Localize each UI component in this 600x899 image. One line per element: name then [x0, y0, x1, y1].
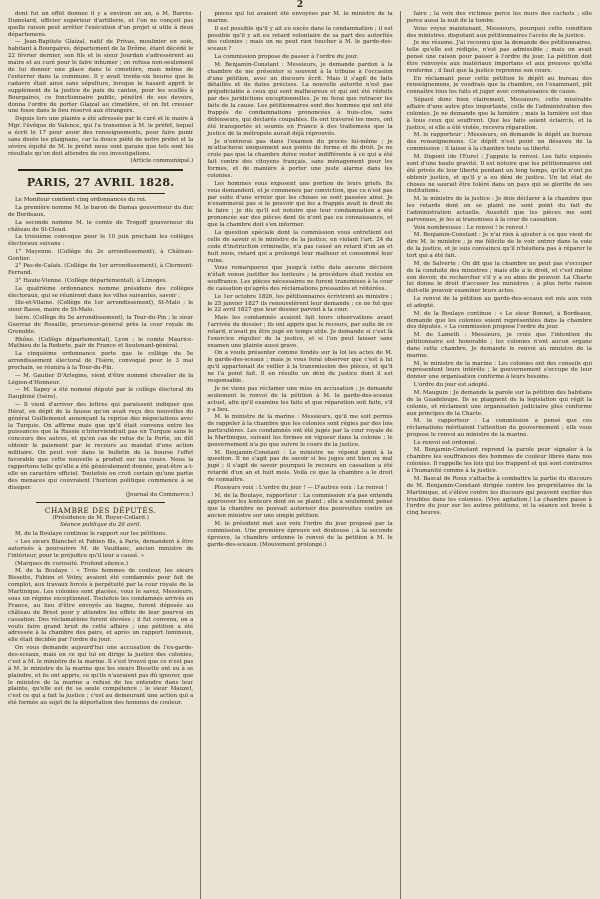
paragraph: dont fut un effet donnée il y a environ un an, à M. Barrès-Dumolard, officier supérieur d'artillerie, et l'on ne conçoit pas quelle raison peut arrêter l'exécution d'un projet si utile à deux départemens.: [8, 11, 194, 38]
attribution-communique: (Article communiqué.): [130, 158, 194, 165]
paragraph: On vous demande aujourd'hui une accusation de l'ex-garde-des-sceaux, mais en ce qui lui en dirige la justice des colonies, c'est à M. le ministre de la marine. Il s'est trouvé que ce n'est pas à M. le ministre de la marine que les sieurs Bissette ont eu à se plaindre, et ils ont appris, ce qu'ils n'auraient pas dû ignorer, que le ministre de la marine a refusé de les entendre dans leur plainte, qu'elle est de sa seule compétence ; le sieur Mauzet, c'est ce qui a fait la justice ; c'est au demeurant une action qui a été formée au sujet de la déportation des hommes de couleur.: [8, 645, 194, 707]
column-2: [200, 11, 392, 899]
paragraph: Voix nombreuses : Le renvoi ! le renvoi !: [413, 224, 528, 231]
page-number: 2: [296, 0, 304, 10]
paragraph: Les hommes vous exposent une portion de leurs griefs. Ils vous demandent, et je commence par conviction, que ce n'est pas par suite d'une erreur que les choses se sont passées ainsi. Je n'examinerai pas si le pouvoir qui les a frappés avait le droit de le faire ; je dis qu'il est notoire que leur condamnation a été prononcée sur des pièces dont ils n'ont pas eu connaissance, et que la chambre doit s'en informer.: [207, 180, 393, 229]
paris-headline: PARIS, 27 AVRIL 1828.: [26, 176, 175, 190]
paragraph: faire ; la voix des victimes perce les murs des cachots ; elle perce aussi la nuit de la tombe.: [406, 11, 592, 24]
paragraph: M. Dupont (de l'Eure) : J'appuie le renvoi. Les faits exposés sont d'une haute gravité. Il est notoire que les pétitionnaires ont été privés de leur liberté pendant un long temps, qu'ils n'ont pu obtenir justice, et qu'il y a eu déni de justice. Un tel état de choses ne saurait être toléré dans un pays qui se glorifie de ses institutions.: [406, 153, 592, 195]
paragraph: M. le ministre de la marine : Messieurs, qu'il me soit permis de rappeler à la chambre que les colonies sont régies par des lois particulières. Les condamnés ont été jugés par la cour royale de la Martinique, suivant les formes en vigueur dans la colonie ; le gouvernement n'a pu que suivre le cours de la justice.: [207, 414, 393, 448]
paragraph: Le 1er octobre 1826, les pétitionnaires écrivirent au ministre ; le 25 janvier 1827 ils renouvelèrent leur demande ; ce ne fut que le 22 avril 1827 que leur dossier parvint à la cour.: [207, 293, 393, 314]
paragraph: (Marques de curiosité. Profond silence.): [15, 560, 129, 567]
paragraph: La première nomme M. le baron de Damas gouverneur du duc de Bordeaux.: [8, 205, 194, 218]
paragraph: Vous remarquerez que jusqu'à cette date aucune décision n'était venue justifier les lenteurs ; la procédure était restée en souffrance. Les pièces nécessaires ne furent transmises à la cour de cassation qu'après des réclamations pressantes et réitérées.: [207, 265, 393, 292]
paragraph: M. Benjamin-Constant : Messieurs, je demande pardon à la chambre de me présenter si souvent à la tribune à l'occasion d'une pétition, avec un discours écrit. Mais il s'agit de faits détaillés et de dates précises. La nouvelle autorité n'est pas préjudiciable à ceux qui sont malheureux et qui ont été réduits par des juridictions exceptionnelles. Je ne ferai que retracer les faits de la cause. Les pétitionnaires sont des hommes qui ont été frappés de condamnations prononcées à huis-clos, sans défenseurs, qui déclarés coupables. Ils ont traversé les mers, ont été transportés et soumis en France à des traitemens que la justice de la métropole aurait déjà réprouvés.: [207, 61, 393, 137]
paragraph: Rhône. (Collège départemental), Lyon ; le comte Maurice-Mathieu de la Redorte, pair de France et lieutenant-général.: [8, 336, 194, 350]
chambre-heading: CHAMBRE DES DÉPUTÉS.: [44, 506, 157, 516]
chambre-seance: Séance publique du 26 avril.: [60, 522, 142, 529]
paragraph: « Les sieurs Blanchet et Fabien fils, à Paris, demandent à être autorisés à poursuivre M. de Vaublanc, ancien ministre de l'intérieur, pour le préjudice qu'il leur a causé. »: [8, 539, 194, 559]
paragraph: M. de la Boulaye : « Trois hommes de couleur, les sieurs Bissette, Fabien et Volny, avaient été condamnés pour fait de complot, aux travaux forcés à perpétuité par la cour royale de la Martinique. Les colonies sont placées, vous le savez, Messieurs, sous un régime exceptionnel. Toutefois les condamnés arrivés en France, au lieu d'être envoyés au bagne, furent déposés au château de Brest pour y attendre les effets de leur pourvoi en cassation. Des réclamations furent élevées ; il fut convenu, on a voulu faire grand bruit de cette affaire ; une pétition a été adressée à la chambre des pairs, et après un rapport lumineux, elle était décidée par l'ordre du jour.: [8, 568, 194, 644]
paragraph: — Jean-Baptiste Glaizal, natif de Privas, moulinier en soie, habitant à Bourgaires, département de la Drôme, étant décédé le 22 février dernier, son fils et le sieur Jourdan s'adressèrent au maire et au curé pour le faire inhumer ; on refusa non-seulement de lui donner une place dans le cimetière, mais même de l'enterrer dans la commune. Il y avait trente-six heures que le cadavre était ainsi sans sépulture, lorsque le hasard apprit le supplément de la justice de paix du canton, pour les scellés à Bourgaires, ce fonctionnaire public, pénétré de ses devoirs, donna l'ordre de porter Glaizal au cimetière, et on fut creuser une fosse dans le lieu réservé aux étrangers.: [8, 39, 194, 115]
paragraph: Je ne viens pas réclamer une mise en accusation ; je demande seulement le renvoi de la pétition à M. le garde-des-sceaux actuel, afin qu'il examine les faits et que réparation soit faite, s'il y a lieu.: [207, 385, 393, 413]
paragraph: — M. Sapey a été nommé député par le collège électoral du Dauphiné (Isère).: [8, 387, 194, 401]
paragraph: M. de la Boulaye continue le rapport sur les pétitions.: [15, 531, 167, 538]
paragraph: Isère. (Collège du 5e arrondissement), la Tour-du-Pin ; le sieur Guerraz de Rosaille, procureur-général près la cour royale de Grenoble.: [8, 315, 194, 335]
paragraph: Le renvoi est ordonné.: [413, 439, 478, 446]
paragraph: La seconde nomme M. le comte de Trogoff gouverneur du château de St-Cloud.: [8, 219, 194, 233]
paragraph: L'ordre du jour est adopté.: [413, 382, 490, 389]
paragraph: M. le président met aux voix l'ordre du jour proposé par la commission. Une première épreuve est douteuse ; à la seconde épreuve, la chambre ordonne le renvoi de la pétition à M. le garde-des-sceaux. (Mouvement prolongé.): [207, 521, 393, 548]
paragraph: M. de la Boulaye, rapporteur : La commission n'a pas entendu approuver les lenteurs dont on se plaint ; elle a seulement pensé que la chambre ne pouvait autoriser des poursuites contre un ancien ministre sur une simple pétition.: [207, 492, 393, 520]
paragraph: M. le ministre de la marine : Les colonies ont des conseils qui représentent leurs intérêts ; le gouvernement s'occupe de leur donner une organisation conforme à leurs besoins.: [406, 360, 592, 381]
paragraph: Plusieurs voix : L'ordre du jour ! — D'autres voix : Le renvoi !: [214, 484, 388, 491]
paragraph: M. Benjamin-Constant : Je n'ai rien à ajouter à ce que vient de dire M. le ministre ; je me félicite de le voir entrer dans la voie de la justice, et je suis convaincu qu'il n'hésitera pas à réparer le tort qui a été fait.: [406, 232, 592, 259]
attribution-journal: (Journal du Commerce.): [125, 492, 194, 499]
columns: [8, 11, 592, 899]
paragraph: Je n'entrerai pas dans l'examen du procès lui-même ; je m'attacherai uniquement aux points de forme et de droit. Je ne crois pas que la chambre doive rester indifférente à ce qui a été fait contre des citoyens français, sans ménagement pour les formes, et de manière à porter une juste alarme dans les colonies.: [207, 138, 393, 180]
paragraph: Ille-et-Vilaine. (Collège du 1er arrondissement), St-Malo ; le sieur Basse, maire de St-Malo.: [8, 300, 194, 314]
paragraph: 1° Mayenne. (Collège du 2e arrondissement), à Château-Gontier.: [8, 248, 194, 262]
paragraph: M. de Lameth : Messieurs, je crois que l'intention du pétitionnaire est honorable ; les colonies n'ont aucun organe dans cette chambre. Je demande le renvoi au ministre de la marine.: [406, 332, 592, 359]
paragraph: La quatrième ordonnance nomme présidens des collèges électoraux, qui se réuniront dans les villes suivantes, savoir :: [8, 285, 194, 299]
divider: [18, 169, 183, 171]
paragraph: Vous voyez maintenant, Messieurs, pourquoi cette condition des ministres, disputant aux pétitionnaires l'accès de la justice.: [406, 25, 592, 39]
paragraph: M. Benjamin-Constant : Le ministre ne répond point à la question. Il ne s'agit pas de savoir si les juges ont bien ou mal jugé ; il s'agit de savoir pourquoi le recours en cassation a été retardé d'un an et huit mois. Voilà ce que la chambre a le droit de connaître.: [207, 449, 393, 484]
paragraph: Séparé donc bien clairement, Messieurs, cette misérable affaire d'une autre plus importante, celle de l'administration des colonies. Je ne demande que la lumière ; mais la lumière est due à tous ceux qui souffrent. Que les faits soient éclaircis, et la justice, si elle a été violée, recevra réparation.: [406, 97, 592, 131]
paragraph: On a voulu présenter comme fondés sur la loi les actes de M. le garde-des-sceaux ; mais je vous ferai observer que c'est à lui qu'il appartenait de veiller à la transmission des pièces, et qu'il ne l'a point fait. Il en résulte un déni de justice dont il est responsable.: [207, 350, 393, 385]
paragraph: M. le rapporteur : Messieurs, on demande le dépôt au bureau des renseignemens. Ce dépôt n'est point un désaveu de la commission ; il laisse à la chambre toute sa liberté.: [406, 132, 592, 153]
paragraph: La commission propose de passer à l'ordre du jour.: [214, 54, 359, 61]
paragraph: M. le ministre de la justice : Je dois déclarer à la chambre que les retards dont on se plaint ne sont point du fait de l'administration actuelle. Aussitôt que les pièces me sont parvenues, je les ai transmises à la cour de cassation.: [406, 196, 592, 223]
paragraph: En réclamant pour cette pétition le dépôt au bureau des renseignemens, je voudrais que la chambre, en l'examinant, pût connaître tous les faits et juger avec connaissance de cause.: [406, 75, 592, 96]
paragraph: La question spéciale dont la commission vous entretient est celle de savoir si le ministre de la justice, en violant l'art. 24 du code d'instruction criminelle, n'a pas causé un retard d'un an et huit mois, retard qui a prolongé leur malheur et consommé leur ruine.: [207, 229, 393, 264]
paragraph: Il est possible qu'il y ait eu excès dans la condamnation ; il est possible qu'il y ait eu retard volontaire de sa part des autorités des colonies ; mais on ne peut rien toucher à M. le garde-des-sceaux ?: [207, 25, 393, 53]
paragraph: La cinquième ordonnance porte que le collège du 5e arrondissement électoral de l'Isère, convoqué pour le 3 mai prochain, se réunira à la Tour-du-Pin.: [8, 351, 194, 371]
column-3: [400, 11, 592, 899]
divider: [36, 502, 165, 503]
paragraph: Depuis lors une plainte a été adressée par le curé et le maire à Mgr. l'évêque de Valence, qui l'a transmise à M. le préfet, lequel a écrit le 17 pour avoir des renseignements, pour faire punir sans doute les plaignans, car la douce piété de notre préfet et la sévère équité de M. le préfet nous sont garans que tels sont les résultats qu'on doit attendre de ces investigations.: [8, 116, 194, 157]
divider: [36, 193, 165, 194]
chambre-paragraphs: [8, 531, 193, 707]
paragraph: pièces qui lui avaient été envoyées par M. le ministre de la marine.: [207, 11, 393, 24]
column-3-paragraphs: [407, 11, 592, 517]
paris-news-paragraphs: [8, 197, 193, 491]
paragraph: La troisième convoque pour le 10 juin prochain les collèges électoraux suivans :: [8, 234, 194, 248]
paragraph: M. Benjamin-Constant reprend la parole pour signaler à la chambre les souffrances des hommes de couleur libres dans nos colonies. Il rappelle les lois qui les frappent et qui sont contraires à l'humanité comme à la justice.: [406, 447, 592, 475]
paragraph: M. Mauguin : Je demande la parole sur la pétition des habitans de la Guadeloupe. Ils se plaignent de la législation qui régit la colonie, et réclament une organisation judiciaire plus conforme aux principes de la Charte.: [406, 389, 592, 417]
paragraph: 3° Haute-Vienne. (Collège départemental), à Limoges.: [15, 278, 168, 285]
paragraph: M. de la Boulaye continue : « Le sieur Bonnet, à Bordeaux, demande que les colonies soient représentées dans la chambre des députés. » La commission propose l'ordre du jour.: [406, 310, 592, 331]
paragraph: — M. Gautier D'Arlegine, vient d'être nommé chevalier de la Légion-d'Honneur.: [8, 372, 194, 386]
paragraph: M. Bascal de Roux s'attache à combattre la partie du discours de M. Benjamin-Constant dirigée contre les propriétaires de la Martinique, et s'élève contre les discours qui peuvent exciter des troubles dans les colonies. (Vive agitation.) La chambre passe à l'ordre du jour sur les autres pétitions, et la séance est levée à cinq heures.: [406, 475, 592, 517]
column-1-top-paragraphs: [8, 11, 193, 158]
column-2-paragraphs: [207, 11, 392, 549]
paragraph: M. le rapporteur : La commission a pensé que ces réclamations méritaient l'attention du gouvernement ; elle vous propose le renvoi au ministre de la marine.: [406, 418, 592, 439]
chambre-presidence: (Présidence de M. Royer-Collard.): [52, 515, 149, 522]
column-1: [8, 11, 193, 899]
paragraph: Le Moniteur contient cinq ordonnances du roi.: [15, 197, 147, 204]
paragraph: — Il vient d'arriver des lettres qui paraissent indiquer que Hérat, en dépit de la fausse qu'on avait reçu des nouvelles du général Guillemenot annonçant la reprise des négociations avec la Turquie. On affirme mais que qu'il était convenu entre les puissances que la Russie n'interviendrait pas en Turquie sans le concours des autres, et qu'en cas de refus de la Porte, on dût obtenir le paiement par le recours au mandat d'une action militaire. On peut voir dans le bulletin de la bourse l'effet favorable que cette nouvelle a produit sur les cours. Nous la rapportons telle qu'elle a été généralement donnée, peut-être a-t-elle un caractère officiel. Toutefois on croit certain qu'une partie des menaces qui couvraient l'horizon politique commence à se dissiper.: [8, 401, 194, 491]
paragraph: Le renvoi de la pétition au garde-des-sceaux est mis aux voix et adopté.: [406, 296, 592, 309]
paragraph: M. de Salverte : On dit que la chambre ne peut pas s'occuper de la conduite des ministres ; mais elle a le droit, et c'est même son devoir, de rechercher s'il y a eu abus de pouvoir. La Charte lui donne le droit d'accuser les ministres ; à plus forte raison doit-elle pouvoir examiner leurs actes.: [406, 260, 592, 295]
paragraph: 2° Pas-de-Calais. (Collège du 1er arrondissement), à Clermont-Ferrand.: [8, 263, 194, 277]
paragraph: Je me résume. J'ai reconnu que la demande des pétitionnaires, telle qu'elle est rédigée, n'est pas admissible ; mais on avait pensé une raison pour passer à l'ordre du jour. La pétition doit être renvoyée aux matériaux importans et aux preuves qu'elle renferme ; il faut que la justice reprenne son cours.: [406, 40, 592, 74]
paragraph: Mais les condamnés avaient fait leurs observations avant l'arrivée du dossier ; ils ont appris que le recours, par suite de ce retard, n'avait pu être jugé en temps utile. Je demande si c'est là l'exercice régulier de la justice, et si l'on peut laisser sans examen une plainte aussi grave.: [207, 315, 393, 349]
